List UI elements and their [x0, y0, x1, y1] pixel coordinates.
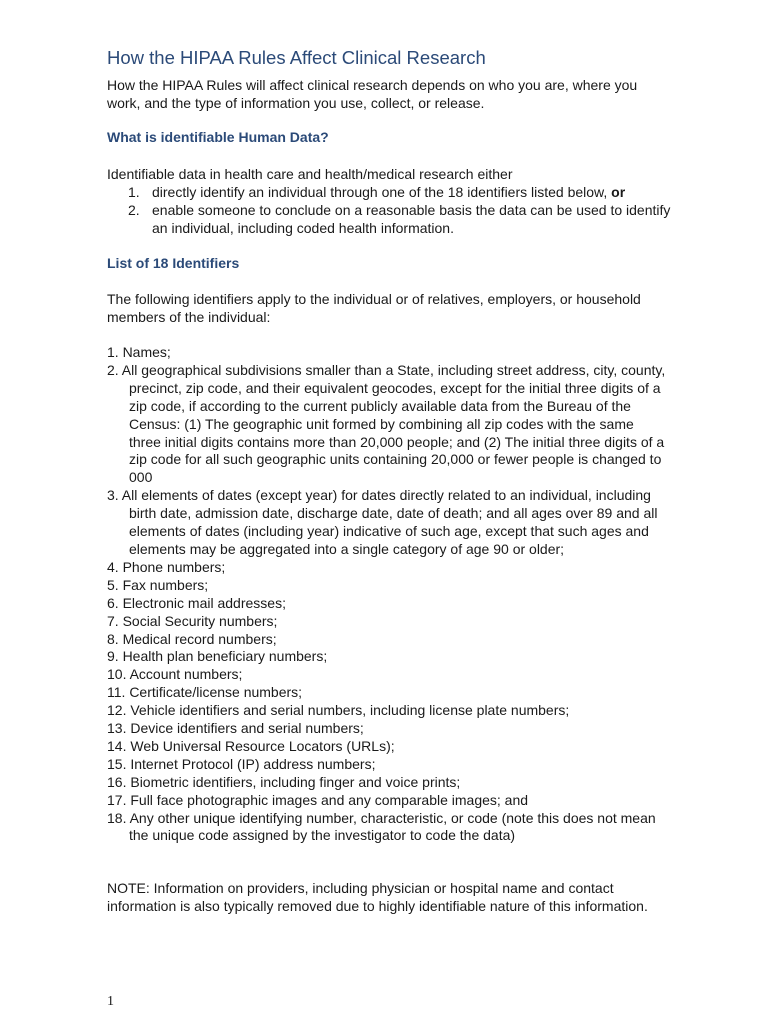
identifier-item: 11. Certificate/license numbers;	[107, 684, 303, 701]
identifier-item: 14. Web Universal Resource Locators (URLs);	[107, 737, 395, 754]
identifier-item: 4. Phone numbers;	[107, 558, 226, 575]
page-title: How the HIPAA Rules Affect Clinical Research	[107, 47, 486, 68]
identifier-item: 6. Electronic mail addresses;	[107, 594, 286, 611]
list-item	[107, 183, 677, 201]
list-item-text: directly identify an individual through one of the 18 identifiers listed below,	[152, 184, 608, 200]
note-paragraph: NOTE: Information on providers, including physician or hospital name and contact information is also typically removed due to highly identifiable nature of this information.	[107, 880, 648, 914]
identifier-item: 3. All elements of dates (except year) for dates directly related to an individual, including birth date, admission date, discharge date, date of death; and all ages over 89 and all elements of dates (including year) indicative of such age, except that such ages and elements may be aggregated into a single category of age 90 or older;	[107, 487, 658, 557]
identifier-item: 8. Medical record numbers;	[107, 630, 277, 647]
list-item-number: 2.	[128, 202, 140, 218]
identifier-item: 9. Health plan beneficiary numbers;	[107, 648, 328, 665]
identifier-item: 12. Vehicle identifiers and serial numbers, including license plate numbers;	[107, 702, 570, 719]
list-item-bold-suffix: or	[611, 184, 626, 200]
identifiable-data-list	[107, 183, 677, 237]
section-heading-identifiers: List of 18 Identifiers	[107, 255, 240, 271]
identifier-item: 18. Any other unique identifying number, characteristic, or code (note this does not mean the unique code assigned by the investigator to code the data)	[107, 809, 656, 844]
list-item	[107, 201, 677, 237]
identifier-item: 17. Full face photographic images and any comparable images; and	[107, 791, 529, 808]
identifier-item: 10. Account numbers;	[107, 666, 243, 683]
intro-paragraph: How the HIPAA Rules will affect clinical research depends on who you are, where you work, and the type of information you use, collect, or release.	[107, 77, 638, 111]
identifier-item: 5. Fax numbers;	[107, 576, 209, 593]
identifier-item: 1. Names;	[107, 344, 171, 360]
section-heading-identifiable-data: What is identifiable Human Data?	[107, 129, 329, 145]
identifier-item: 13. Device identifiers and serial numbers;	[107, 720, 364, 737]
list-item-text: enable someone to conclude on a reasonable basis the data can be used to identify an individual, including coded health information.	[152, 202, 671, 236]
identifiers-lead: The following identifiers apply to the individual or of relatives, employers, or household members of the individual:	[107, 291, 641, 325]
page-number: 1	[107, 994, 114, 1009]
identifiers-list	[107, 344, 669, 845]
list-item-number: 1.	[128, 184, 140, 200]
identifier-item: 2. All geographical subdivisions smaller than a State, including street address, city, county, precinct, zip code, and their equivalent geocodes, except for the initial three digits of a zip code, if according to the current publicly available data from the Bureau of the Census: (1) The geographic unit formed by combining all zip codes with the same three initial digits contains more than 20,000 people; and (2) The initial three digits of a zip code for all such geographic units containing 20,000 or fewer people is changed to 000	[107, 361, 666, 486]
identifiable-data-lead: Identifiable data in health care and health/medical research either	[107, 166, 513, 182]
identifier-item: 15. Internet Protocol (IP) address numbers;	[107, 755, 376, 772]
identifier-item: 7. Social Security numbers;	[107, 612, 278, 629]
identifier-item: 16. Biometric identifiers, including finger and voice prints;	[107, 773, 461, 790]
